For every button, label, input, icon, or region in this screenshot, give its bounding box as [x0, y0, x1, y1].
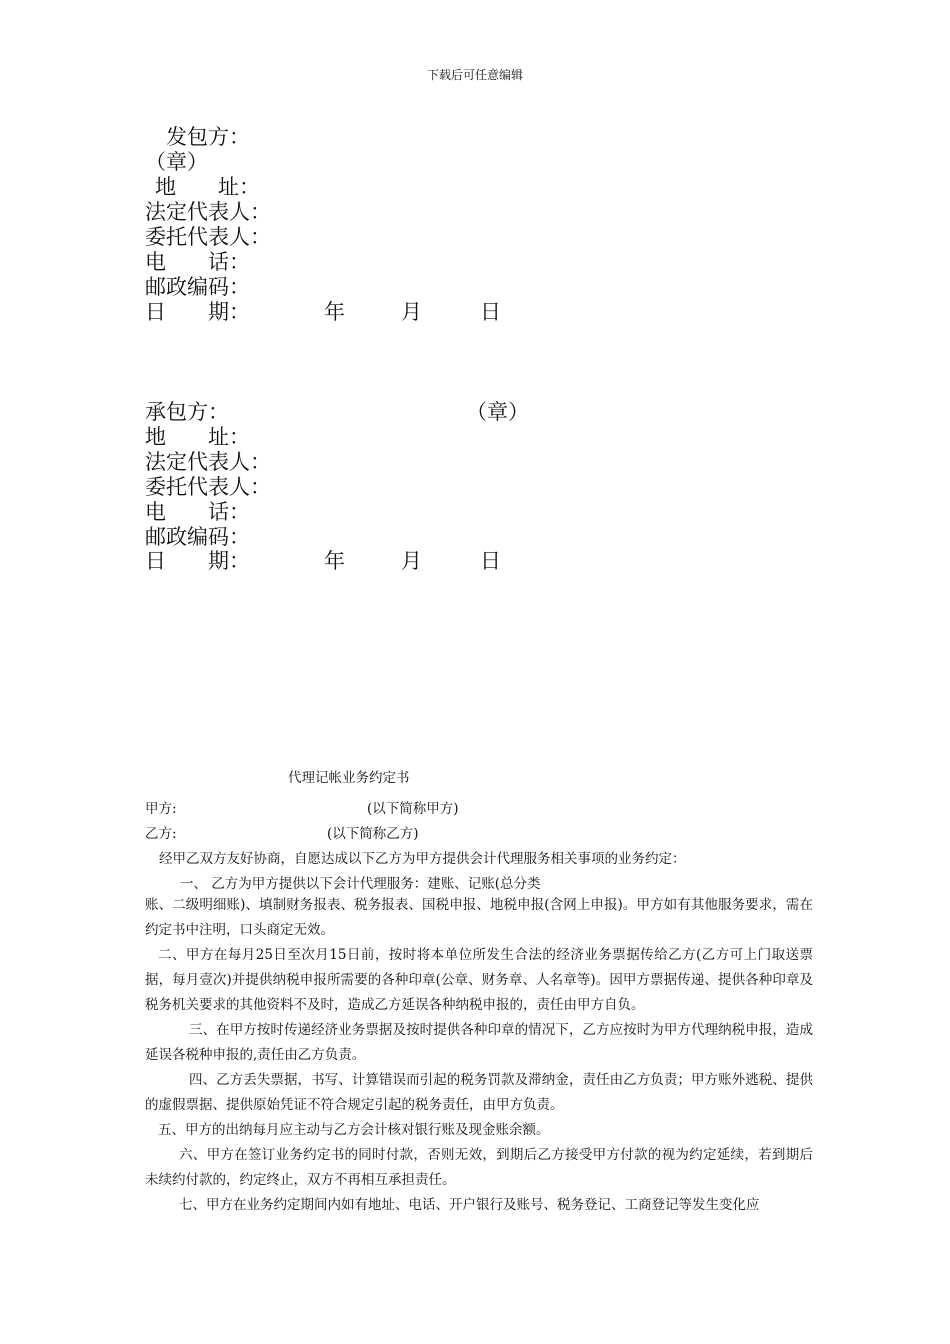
clause-5: 五、甲方的出纳每月应主动与乙方会计核对银行账及现金账余额。	[158, 1122, 550, 1138]
clause-6: 六、甲方在签订业务约定书的同时付款，否则无效，到期后乙方接受甲方付款的视为约定延续，若到期后未续约付款的，约定终止，双方不再相互承担责任。	[145, 1147, 813, 1188]
party-b-phone-label: 电 话：	[145, 500, 250, 524]
party-a-title: 发包方：	[166, 125, 250, 149]
party-a-date-year: 年	[324, 300, 345, 324]
clause-2: 二、甲方在每月25日至次月15日前，按时将本单位所发生合法的经济业务票据传给乙方(乙方可上门取送票据，每月壹次)并提供纳税申报所需要的各种印章(公章、财务章、人名章等)。因甲方票据传递、提供各种印章及税务机关要求的其他资料不及时，造成乙方延误各种纳税申报的，责任由甲方自负。	[145, 947, 813, 1013]
party-b-proxy-rep-label: 委托代表人：	[145, 475, 271, 499]
party-a-legal-rep-label: 法定代表人：	[145, 200, 271, 224]
party-a-proxy-rep-label: 委托代表人：	[145, 225, 271, 249]
clause-3: 三、在甲方按时传递经济业务票据及按时提供各种印章的情况下，乙方应按时为甲方代理纳税申报，造成延误各税种申报的,责任由乙方负责。	[145, 1022, 813, 1063]
party-b-legal-rep-label: 法定代表人：	[145, 450, 271, 474]
party-b-title: 承包方：	[145, 400, 229, 424]
clause-7: 七、甲方在业务约定期间内如有地址、电话、开户银行及账号、税务登记、工商登记等发生变化应	[179, 1197, 760, 1213]
party-b-date-month: 月	[401, 549, 422, 573]
party-b-date-day: 日	[480, 549, 501, 573]
agreement-title: 代理记帐业务约定书	[288, 770, 410, 786]
party-a-seal: （章）	[145, 150, 208, 174]
agreement-intro: 经甲乙双方友好协商，自愿达成以下乙方为甲方提供会计代理服务相关事项的业务约定：	[159, 851, 686, 867]
party-a-phone-label: 电 话：	[145, 250, 250, 274]
party-a-label: 甲方:	[145, 801, 177, 817]
party-a-note: (以下简称甲方)	[367, 801, 459, 817]
party-b-date-year: 年	[324, 549, 345, 573]
party-b-seal: （章）	[466, 400, 529, 424]
party-b-address-label: 地 址：	[145, 425, 250, 449]
party-a-date-month: 月	[401, 300, 422, 324]
party-a-address-label: 地 址：	[155, 175, 260, 199]
clause-1-first-line: 一、 乙方为甲方提供以下会计代理服务：建账、记账(总分类	[180, 876, 541, 892]
party-b-date-label: 日 期：	[145, 549, 250, 573]
party-b-note: (以下简称乙方)	[327, 826, 419, 842]
party-b-postcode-label: 邮政编码：	[145, 525, 250, 549]
party-a-date-label: 日 期：	[145, 300, 250, 324]
party-a-postcode-label: 邮政编码：	[145, 275, 250, 299]
clause-1-continued: 账、二级明细账)、填制财务报表、税务报表、国税申报、地税申报(含网上申报)。甲方如有其他服务要求，需在约定书中注明，口头商定无效。	[145, 897, 813, 938]
party-a-date-day: 日	[480, 300, 501, 324]
party-b-label: 乙方:	[145, 826, 177, 842]
clause-4: 四、乙方丢失票据，书写、计算错误而引起的税务罚款及滞纳金，责任由乙方负责；甲方账外逃税、提供的虚假票据、提供原始凭证不符合规定引起的税务责任，由甲方负责。	[145, 1072, 813, 1113]
page-header-note: 下载后可任意编辑	[426, 68, 523, 82]
